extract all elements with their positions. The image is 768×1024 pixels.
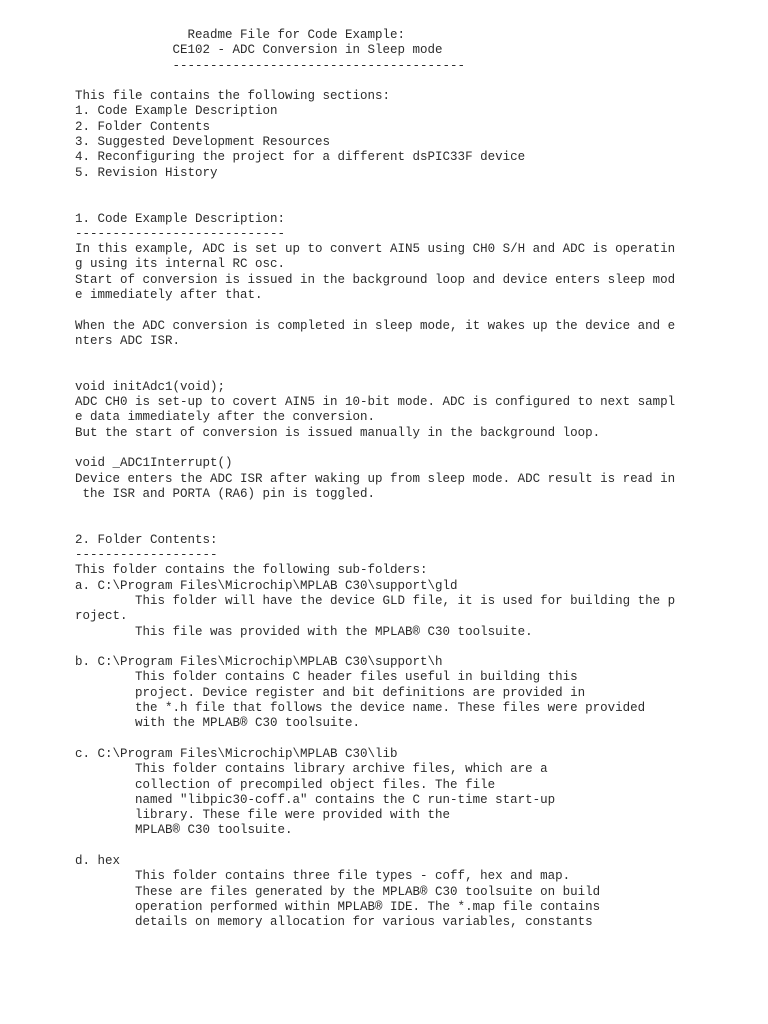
document-line: d. hex [75, 854, 121, 869]
document-line: 1. Code Example Description [75, 104, 278, 119]
document-line: 4. Reconfiguring the project for a different dsPIC33F device [75, 150, 526, 165]
document-line: 3. Suggested Development Resources [75, 135, 331, 150]
document-line [75, 732, 755, 747]
document-line: 2. Folder Contents: [75, 532, 218, 547]
document-line: These are files generated by the MPLAB® C30 toolsuite on build [75, 884, 601, 899]
document-line: ---------------------------- [75, 226, 286, 241]
document-line: This folder contains C header files useful in building this [75, 670, 578, 685]
document-line: Start of conversion is issued in the background loop and device enters sleep mod [75, 272, 676, 287]
document-line: This folder contains three file types - coff, hex and map. [75, 869, 571, 884]
document-line: void _ADC1Interrupt() [75, 456, 233, 471]
document-line: MPLAB® C30 toolsuite. [75, 823, 293, 838]
document-line: named "libpic30-coff.a" contains the C run-time start-up [75, 792, 556, 807]
document-line: e immediately after that. [75, 288, 263, 303]
document-line: b. C:\Program Files\Microchip\MPLAB C30\support\h [75, 655, 443, 670]
document-line [75, 365, 755, 380]
document-line [75, 181, 755, 196]
document-line: operation performed within MPLAB® IDE. The *.map file contains [75, 899, 601, 914]
document-line: the *.h file that follows the device name. These files were provided [75, 701, 646, 716]
document-line [75, 196, 755, 211]
document-line [75, 349, 755, 364]
document-line: the ISR and PORTA (RA6) pin is toggled. [75, 486, 376, 501]
document-line: nters ADC ISR. [75, 333, 181, 348]
document-line: 5. Revision History [75, 165, 218, 180]
document-line: But the start of conversion is issued manually in the background loop. [75, 425, 601, 440]
document-line [75, 502, 755, 517]
document-line: with the MPLAB® C30 toolsuite. [75, 716, 361, 731]
document-line [75, 640, 755, 655]
document-line: This file was provided with the MPLAB® C30 toolsuite. [75, 624, 533, 639]
document-line: This folder contains library archive files, which are a [75, 762, 548, 777]
document-line [75, 518, 755, 533]
document-line: project. Device register and bit definitions are provided in [75, 685, 586, 700]
document-line: library. These file were provided with the [75, 808, 451, 823]
document-line: 2. Folder Contents [75, 119, 211, 134]
document-line: 1. Code Example Description: [75, 211, 286, 226]
document-line: void initAdc1(void); [75, 379, 226, 394]
document-line: --------------------------------------- [75, 58, 466, 73]
document-line: This file contains the following sections: [75, 89, 391, 104]
document-line: a. C:\Program Files\Microchip\MPLAB C30\support\gld [75, 578, 458, 593]
readme-document [75, 28, 755, 931]
document-line: ------------------- [75, 548, 218, 563]
document-line [75, 441, 755, 456]
document-line: details on memory allocation for various variables, constants [75, 915, 593, 930]
document-line: ADC CH0 is set-up to covert AIN5 in 10-bit mode. ADC is configured to next sampl [75, 395, 676, 410]
document-line: When the ADC conversion is completed in sleep mode, it wakes up the device and e [75, 318, 676, 333]
document-line: e data immediately after the conversion. [75, 410, 376, 425]
document-line: This folder will have the device GLD file, it is used for building the p [75, 593, 676, 608]
document-line: Device enters the ADC ISR after waking up from sleep mode. ADC result is read in [75, 471, 676, 486]
document-line: In this example, ADC is set up to convert AIN5 using CH0 S/H and ADC is operatin [75, 242, 676, 257]
document-line: roject. [75, 609, 128, 624]
document-line: c. C:\Program Files\Microchip\MPLAB C30\lib [75, 746, 398, 761]
document-line: CE102 - ADC Conversion in Sleep mode [75, 43, 443, 58]
document-line: collection of precompiled object files. The file [75, 777, 496, 792]
document-line [75, 74, 755, 89]
document-line: This folder contains the following sub-folders: [75, 563, 428, 578]
document-line: Readme File for Code Example: [75, 28, 406, 42]
document-line [75, 303, 755, 318]
document-line [75, 839, 755, 854]
document-line: g using its internal RC osc. [75, 257, 286, 272]
